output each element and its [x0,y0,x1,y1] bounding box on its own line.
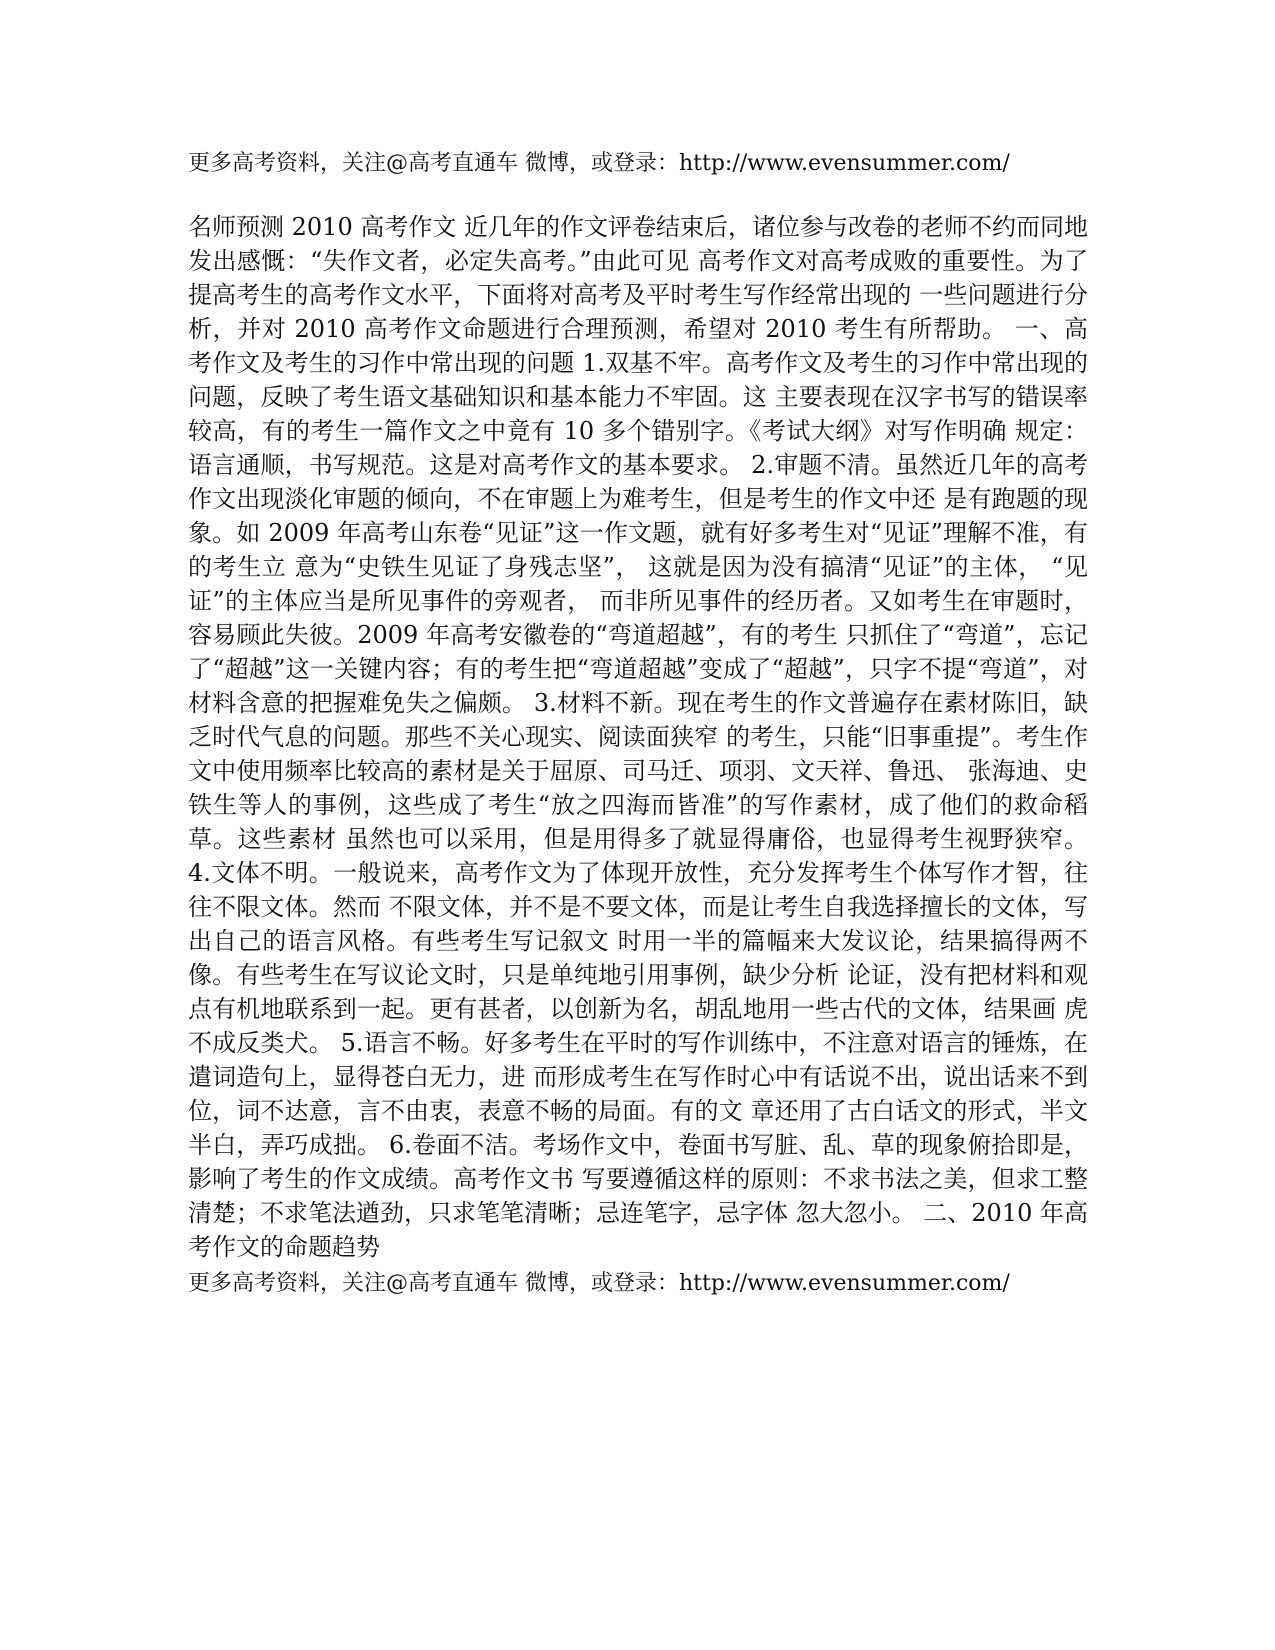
header-promo-text: 更多高考资料，关注@高考直通车 微博，或登录：http://www.evensummer.com/ [188,151,1010,176]
footer-promo-text: 更多高考资料，关注@高考直通车 微博，或登录：http://www.evensummer.com/ [188,1271,1010,1296]
article-body: 名师预测 2010 高考作文 近几年的作文评卷结束后，诸位参与改卷的老师不约而同地发出感慨：“失作文者，必定失高考。”由此可见 高考作文对高考成败的重要性。为了提高考生的高考作文水平，下面将对高考及平时考生写作经常出现的 一些问题进行分析，并对 2010 高考作文命题进行合理预测，希望对 2010 考生有所帮助。 一、高考作文及考生的习作中常出现的问题 1.双基不牢。高考作文及考生的习作中常出现的问题，反映了考生语文基础知识和基本能力不牢固。这 主要表现在汉字书写的错误率较高，有的考生一篇作文之中竟有 10 多个错别字。《考试大纲》对写作明确 规定：语言通顺，书写规范。这是对高考作文的基本要求。 2.审题不清。虽然近几年的高考作文出现淡化审题的倾向，不在审题上为难考生，但是考生的作文中还 是有跑题的现象。如 2009 年高考山东卷“见证”这一作文题，就有好多考生对“见证”理解不准，有的考生立 意为“史铁生见证了身残志坚”， 这就是因为没有搞清“见证”的主体， “见证”的主体应当是所见事件的旁观者， 而非所见事件的经历者。又如考生在审题时，容易顾此失彼。2009 年高考安徽卷的“弯道超越”，有的考生 只抓住了“弯道”，忘记了“超越”这一关键内容；有的考生把“弯道超越”变成了“超越”，只字不提“弯道”，对 材料含意的把握难免失之偏颇。 3.材料不新。现在考生的作文普遍存在素材陈旧，缺乏时代气息的问题。那些不关心现实、阅读面狭窄 的考生，只能“旧事重提”。考生作文中使用频率比较高的素材是关于屈原、司马迁、项羽、文天祥、鲁迅、 张海迪、史铁生等人的事例，这些成了考生“放之四海而皆准”的写作素材，成了他们的救命稻草。这些素材 虽然也可以采用，但是用得多了就显得庸俗，也显得考生视野狭窄。 4.文体不明。一般说来，高考作文为了体现开放性，充分发挥考生个体写作才智，往往不限文体。然而 不限文体，并不是不要文体，而是让考生自我选择擅长的文体，写出自己的语言风格。有些考生写记叙文 时用一半的篇幅来大发议论，结果搞得两不像。有些考生在写议论文时，只是单纯地引用事例，缺少分析 论证，没有把材料和观点有机地联系到一起。更有甚者，以创新为名，胡乱地用一些古代的文体，结果画 虎不成反类犬。 5.语言不畅。好多考生在平时的写作训练中，不注意对语言的锤炼，在遣词造句上，显得苍白无力，进 而形成考生在写作时心中有话说不出，说出话来不到位，词不达意，言不由衷，表意不畅的局面。有的文 章还用了古白话文的形式，半文半白，弄巧成拙。 6.卷面不洁。考场作文中，卷面书写脏、乱、草的现象俯拾即是，影响了考生的作文成绩。高考作文书 写要遵循这样的原则：不求书法之美，但求工整清楚；不求笔法遒劲，只求笔笔清晰；忌连笔字，忌字体 忽大忽小。 二、2010 年高考作文的命题趋势 [188,213,1096,1261]
